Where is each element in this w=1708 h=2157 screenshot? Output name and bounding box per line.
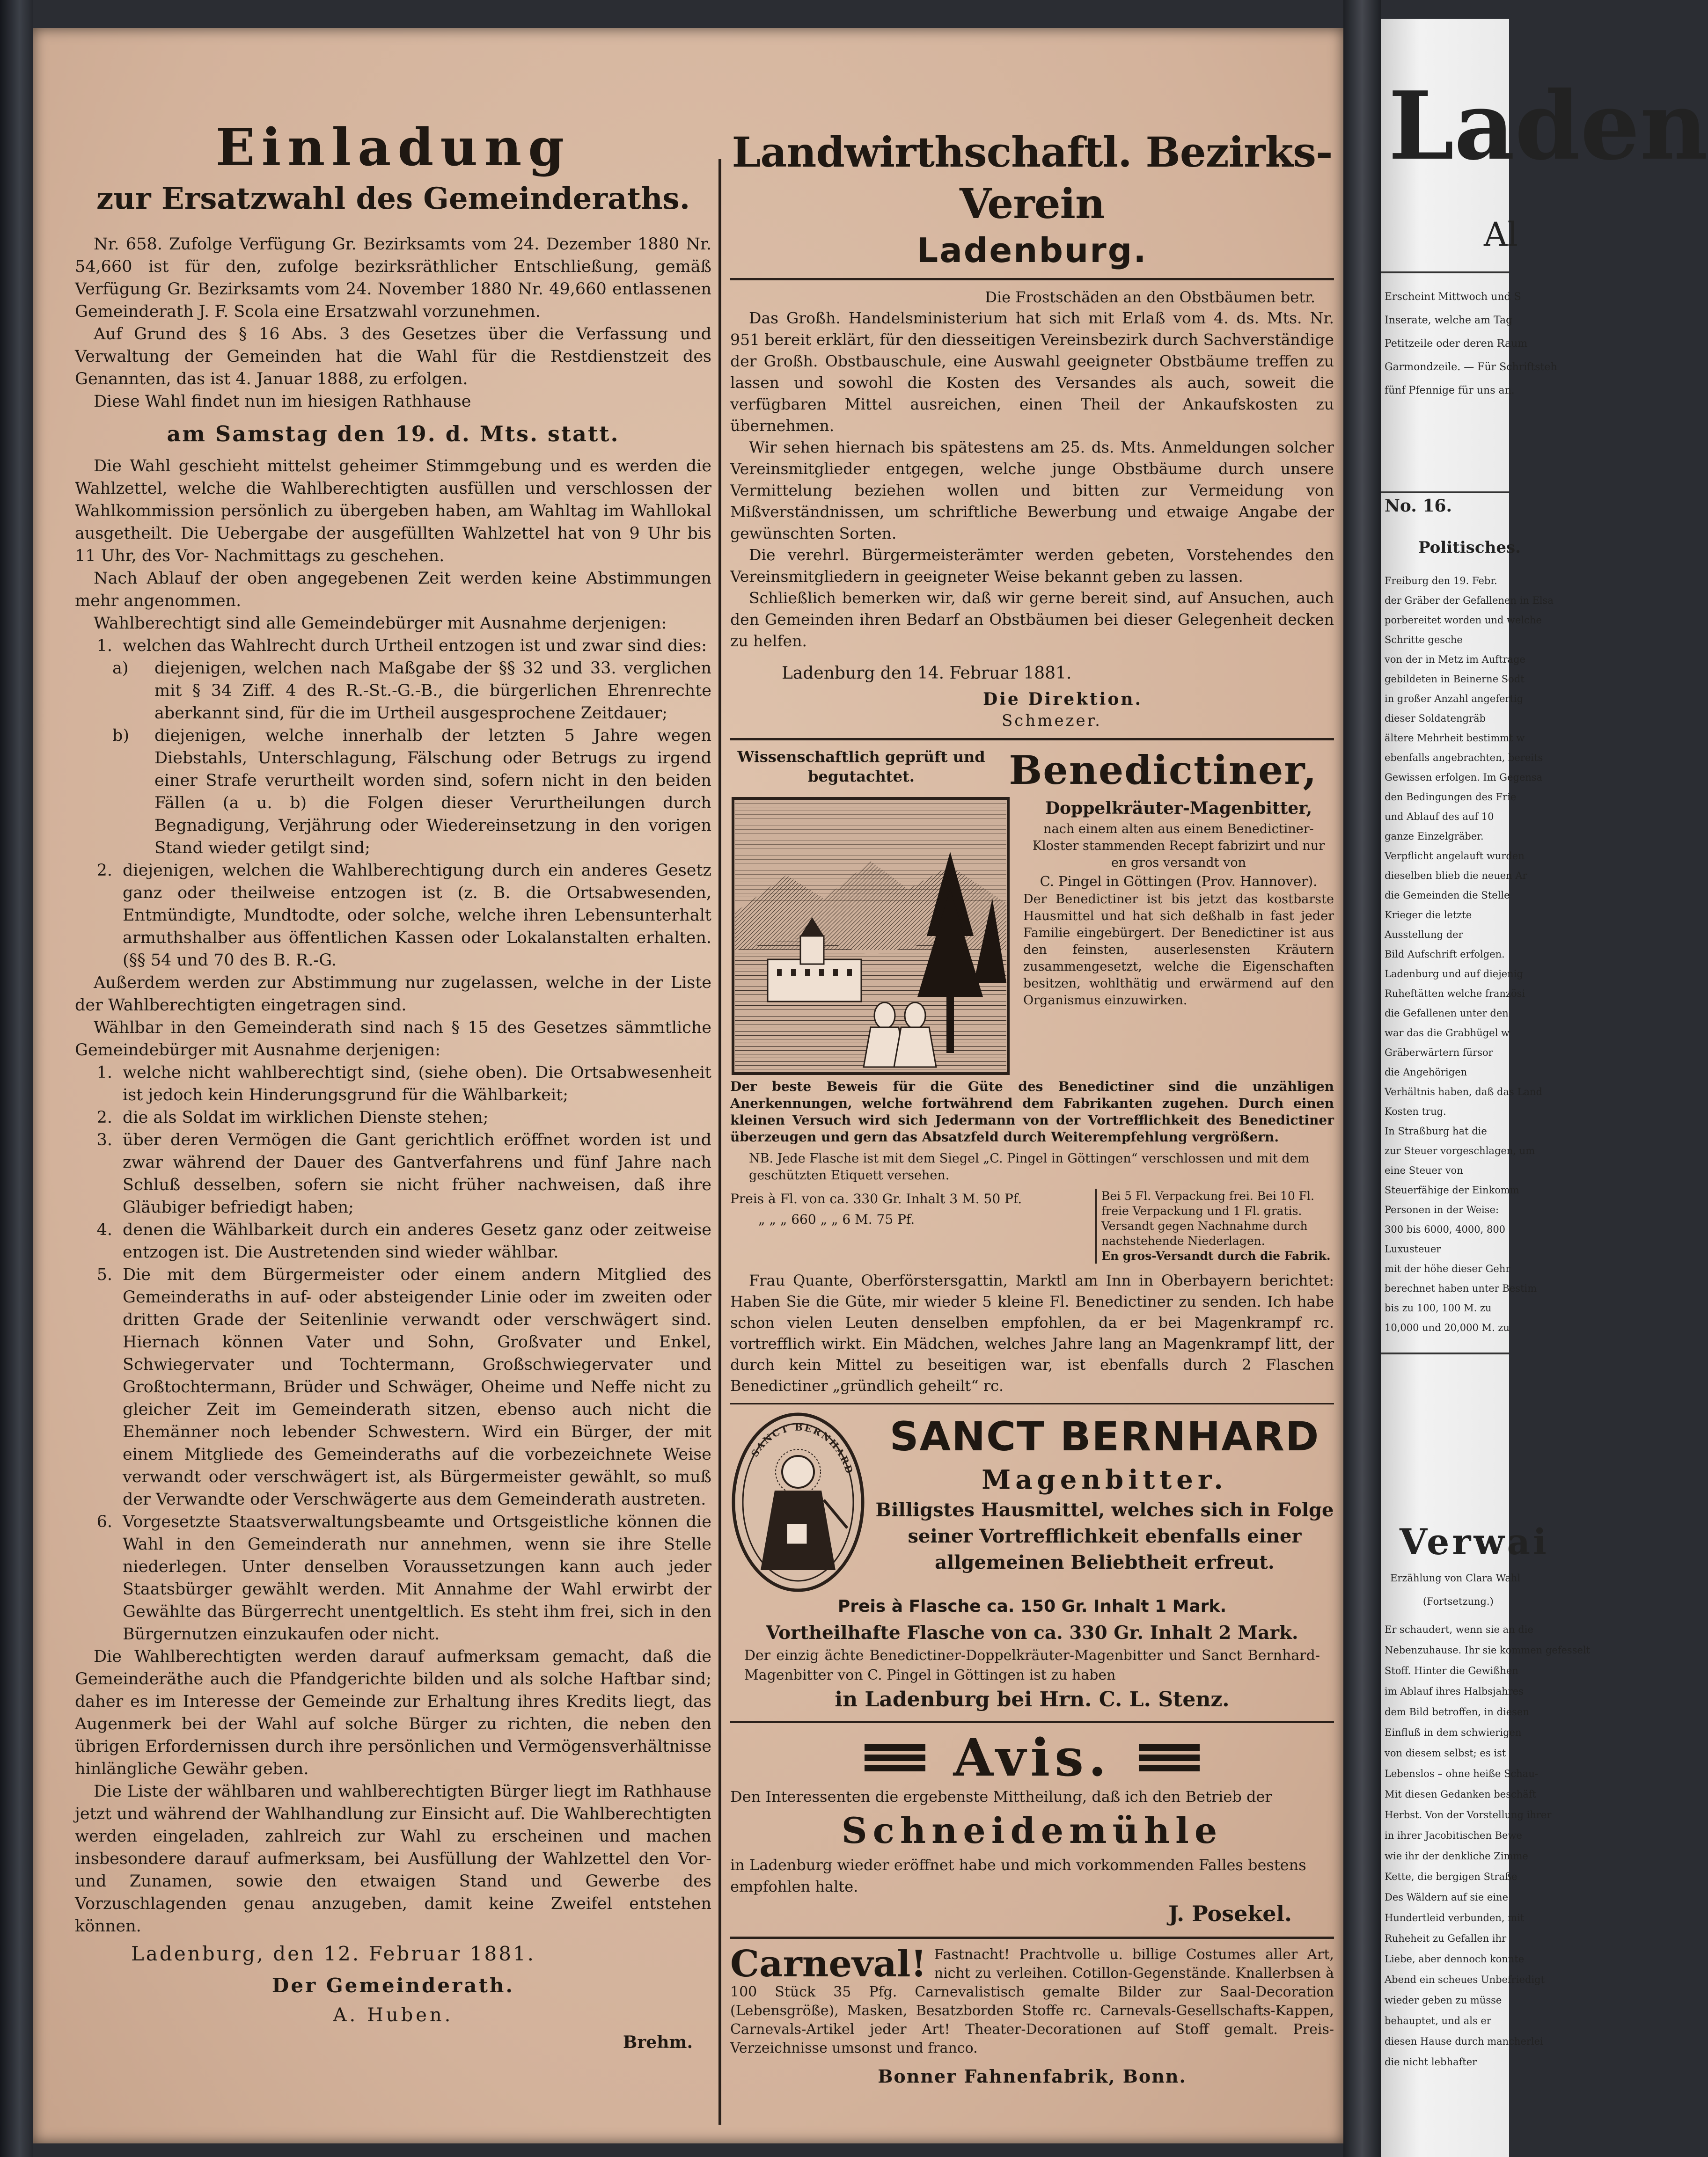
list-item	[75, 859, 711, 972]
news-line: von der in Metz im Auftrage	[1385, 654, 1525, 665]
novel-line: wieder geben zu müsse	[1385, 1995, 1502, 2006]
benedictiner-maker: C. Pingel in Göttingen (Prov. Hannover).	[1040, 873, 1318, 889]
news-line: die Gefallenen unter den	[1385, 1008, 1509, 1019]
verein-date: Ladenburg den 14. Februar 1881.	[782, 664, 1072, 683]
benedictiner-ad	[730, 747, 1334, 1397]
book-gutter	[1343, 0, 1381, 2157]
column-divider	[718, 159, 721, 2125]
carneval-text: Fastnacht! Prachtvolle u. billige Costumes aller Art, nicht zu verleihen. Cotillon-Gegenstände. Knallerbsen à 100 Stück 35 Pfg. Carnevalistisch gemalte Bilder zur Saal-Decoration (Lebensgröße), Masken, Besatzborden Stoffe rc. Carnevals-Gesellschafts-Kappen, Carnevals-Artikel jeder Art! Theater-Decorationen auf Stoff gemalt. Preis-Verzeichnisse umsonst und franco.	[730, 1946, 1334, 2056]
news-line: Luxusteuer	[1385, 1243, 1441, 1255]
novel-line: Mit diesen Gedanken beschäft	[1385, 1789, 1537, 1800]
novel-line: Ruheheit zu Gefallen ihr	[1385, 1933, 1507, 1944]
list-text: diejenigen, welchen die Wahlberechtigung durch ein anderes Gesetz ganz oder theilweise entzogen ist (z. B. die Ortsabwesenden, Entmündigte, Mundtodte, oder solche, welche ihren Lebensunterhalt armuthshalber aus öffentlichen Kassen oder Lokalanstalten erhalten. (§§ 54 und 70 des B. R.-G.	[123, 861, 711, 970]
benedictiner-desc: Der Benedictiner ist bis jetzt das kostbarste Hausmittel und hat sich deßhalb in fast jeder Familie eingebürgert. Der Benedictiner ist aus den feinsten, auserlesensten Kräutern zusammengesetzt, welche die Eigenschaften besitzen, wohlthätig und erwärmend auf den Organismus einzuwirken.	[1023, 892, 1334, 1008]
verein-para: Wir sehen hiernach bis spätestens am 25. ds. Mts. Anmeldungen solcher Vereinsmitglieder entgegen, welche junge Obstbäume durch unsere Vermittelung beziehen wollen und bitten zur Vermeidung von Mißverständnissen, um schriftliche Bewerbung und etwaige Angabe der gewünschten Sorten.	[730, 438, 1334, 542]
divider	[1381, 1353, 1509, 1354]
verein-para: Schließlich bemerken wir, daß wir gerne bereit sind, auf Ansuchen, auch den Gemeinden ihren Bedarf an Obstbäumen bei dieser Gelegenheit decken zu helfen.	[730, 589, 1334, 650]
bernhard-price: Preis à Flasche ca. 150 Gr. Inhalt 1 Mark.	[837, 1597, 1227, 1616]
novel-line: behauptet, und als er	[1385, 2015, 1491, 2026]
novel-author: Erzählung von Clara Wahl	[1390, 1572, 1521, 1584]
closing-para: Die Liste der wählbaren und wahlberechtigten Bürger liegt im Rathhause jetzt und während der Wahlhandlung zur Einsicht auf. Die Wahlberechtigten werden eingeladen, zahlreich zur Wahl zu erscheinen und machen insbesondere darauf aufmerksam, bei Ausfüllung der Wahlzettel den Vor- und Zunamen, sowie den etwaigen Stand und Gewerbe des Vorzuschlagenden genau anzugeben, damit keine Zweifel entstehen können.	[75, 1782, 711, 1936]
section-title: Politisches.	[1418, 538, 1521, 557]
sub-list-item	[112, 724, 711, 859]
divider	[730, 1937, 1334, 1939]
notice-title: Einladung	[215, 117, 571, 177]
bernhard-seal	[730, 1411, 866, 1594]
excluded-list	[75, 635, 711, 972]
news-line: Krieger die letzte	[1385, 909, 1472, 921]
news-line: 300 bis 6000, 4000, 800	[1385, 1224, 1506, 1235]
place-date: Ladenburg, den 12. Februar 1881.	[131, 1942, 536, 1965]
avis-bars-left	[865, 1740, 925, 1775]
novel-line: Hundertleid verbunden, mit	[1385, 1912, 1525, 1923]
book-spine-left	[0, 0, 33, 2157]
news-line: die Gemeinden die Stelle	[1385, 890, 1510, 901]
news-column	[1385, 571, 1554, 1338]
verein-notice	[730, 126, 1334, 731]
issue-number: No. 16.	[1385, 496, 1452, 516]
newspaper-page	[33, 28, 1343, 2143]
news-line: Ausstellung der	[1385, 929, 1463, 940]
list-text: die als Soldat im wirklichen Dienste stehen;	[123, 1108, 489, 1127]
authority: Der Gemeinderath.	[271, 1974, 515, 1997]
benedictiner-origin: nach einem alten aus einem Benedictiner-Kloster stammenden Recept fabrizirt und nur en gros versandt von	[1032, 822, 1325, 870]
novel-line: Er schaudert, wenn sie an die	[1385, 1624, 1533, 1635]
price-line: „ „ „ 660 „ „ 6 M. 75 Pf.	[758, 1212, 915, 1227]
news-line: Ladenburg und auf diejenig	[1385, 968, 1523, 980]
info-line: fünf Pfennige für uns an.	[1385, 385, 1515, 396]
mid-para: Wählbar in den Gemeinderath sind nach § 15 des Gesetzes sämmtliche Gemeindebürger mit Ausnahme derjenigen:	[75, 1018, 711, 1060]
avis-business: Schneidemühle	[841, 1810, 1223, 1851]
intro-para: Diese Wahl findet nun im hiesigen Rathhause	[94, 392, 471, 411]
novel-continuation: (Fortsetzung.)	[1423, 1596, 1494, 1607]
list-item	[75, 1219, 711, 1264]
price-line: Preis à Fl. von ca. 330 Gr. Inhalt 3 M. 50 Pf.	[730, 1191, 1022, 1206]
news-line: Gräberwärtern fürsor	[1385, 1047, 1493, 1058]
divider	[1381, 271, 1509, 273]
not-eligible-list	[75, 1061, 711, 1645]
info-line: Garmondzeile. — Für Schriftsteh	[1385, 361, 1557, 373]
novel-line: Kette, die bergigen Straße	[1385, 1871, 1517, 1882]
verein-para: Die verehrl. Bürgermeisterämter werden gebeten, Vorstehendes den Vereinsmitgliedern in geeigneter Weise bekannt geben zu lassen.	[730, 546, 1334, 585]
list-text: welche nicht wahlberechtigt sind, (siehe oben). Die Ortsabwesenheit ist jedoch kein Hinderungsgrund für die Wählbarkeit;	[123, 1063, 711, 1104]
bernhard-text	[866, 1411, 1334, 1594]
verein-title: Landwirthschaftl. Bezirks-Verein	[732, 128, 1333, 228]
news-line: gebildeten in Beinerne Sodt	[1385, 673, 1525, 685]
benedictiner-note: NB. Jede Flasche ist mit dem Siegel „C. Pingel in Göttingen“ verschlossen und mit dem geschützten Etiquett versehen.	[749, 1151, 1310, 1183]
notice-subtitle: zur Ersatzwahl des Gemeinderaths.	[96, 181, 690, 216]
news-line: mit der höhe dieser Gehr	[1385, 1263, 1510, 1274]
list-number: 4.	[96, 1221, 112, 1239]
news-line: zur Steuer vorgeschlagen, um	[1385, 1145, 1535, 1156]
procedure-para: Wahlberechtigt sind alle Gemeindebürger mit Ausnahme derjenigen:	[94, 614, 667, 633]
list-number: 2.	[96, 1108, 112, 1127]
novel-line: Nebenzuhause. Ihr sie kommen gefesselt	[1385, 1645, 1591, 1656]
novel-line: Abend ein scheues Unbefriedigt	[1385, 1974, 1545, 1985]
divider	[730, 1721, 1334, 1723]
news-line: Kosten trug.	[1385, 1106, 1446, 1117]
sub-list-text: diejenigen, welche innerhalb der letzten 5 Jahre wegen Diebstahls, Unterschlagung, Fälschung oder Betrugs zu irgend einer Strafe verurtheilt worden sind, sofern nicht in den beiden Fällen (a u. b) die Folgen dieser Verurtheilungen durch Begnadigung, Verjährung oder Wiedereinsetzung in den vorigen Stand wieder getilgt sind;	[154, 726, 711, 857]
list-number: 5.	[96, 1265, 112, 1284]
novel-line: Herbst. Von der Vorstellung ihrer	[1385, 1809, 1552, 1821]
bernhard-claim: Billigstes Hausmittel, welches sich in Folge seiner Vortrefflichkeit ebenfalls einer allgemeinen Beliebtheit erfreut.	[875, 1499, 1334, 1573]
news-line: dieselben blieb die neuen Ar	[1385, 870, 1527, 881]
benedictiner-proof: Der beste Beweis für die Güte des Benedictiner sind die unzähligen Anerkennungen, welche fortwährend dem Fabrikanten zugehen. Durch einen kleinen Versuch wird sich Jedermann von der Vortrefflichkeit des Benedictiner überzeugen und gern das Absatzfeld durch Weiterempfehlung vergrößern.	[730, 1079, 1334, 1145]
news-line: 10,000 und 20,000 M. zu	[1385, 1322, 1510, 1333]
signer: A. Huben.	[333, 2004, 454, 2026]
list-number: 3.	[96, 1131, 112, 1149]
seal-text: SANCT BERNHARD	[748, 1421, 856, 1476]
news-line: ganze Einzelgräber.	[1385, 831, 1484, 842]
benedictiner-text	[1011, 796, 1334, 1076]
avis-text: Den Interessenten die ergebenste Mittheilung, daß ich den Betrieb der	[730, 1788, 1272, 1806]
verein-para: Das Großh. Handelsministerium hat sich mit Erlaß vom 4. ds. Mts. Nr. 951 bereit erklärt, für den diesseitigen Vereinsbezirk durch Sachverständige der Großh. Obstbauschule, eine Auswahl geeigneter Obstbäume treffen zu lassen und sowohl die Kosten des Versandes als auch, soweit die verfügbaren Mittel ausreichen, einen Theil der Ankaufskosten zu übernehmen.	[730, 309, 1334, 435]
bernhard-sub: Magenbitter.	[982, 1464, 1228, 1495]
notice-mid	[75, 972, 711, 1061]
divider	[1381, 491, 1509, 493]
avis-bars-right	[1139, 1740, 1200, 1775]
sub-list-mark: b)	[112, 726, 130, 745]
carneval-firm: Bonner Fahnenfabrik, Bonn.	[878, 2066, 1187, 2087]
verein-signer: Schmezer.	[1002, 711, 1102, 730]
list-item	[75, 1264, 711, 1511]
list-item	[75, 1511, 711, 1645]
notice-procedure	[75, 455, 711, 635]
news-line: porbereitet worden und welche	[1385, 614, 1542, 626]
saint-bernhard-medallion	[730, 1411, 866, 1594]
list-text: denen die Wählbarkeit durch ein anderes Gesetz ganz oder zeitweise entzogen ist. Die Austretenden sind wieder wählbar.	[123, 1221, 711, 1262]
novel-title: Verwai	[1400, 1521, 1549, 1563]
list-number: 6.	[96, 1513, 112, 1531]
novel-line: Lebenslos – ohne heiße Schau-	[1385, 1768, 1538, 1779]
list-item	[75, 1106, 711, 1129]
news-line: Steuerfähige der Einkomm	[1385, 1185, 1519, 1196]
sub-list-mark: a)	[112, 659, 129, 678]
verein-town: Ladenburg.	[916, 231, 1148, 270]
election-notice	[75, 117, 711, 2055]
news-line: berechnet haben unter Bestim	[1385, 1283, 1537, 1294]
shipping-terms: Bei 5 Fl. Verpackung frei. Bei 10 Fl. freie Verpackung und 1 Fl. gratis. Versandt gegen Nachnahme durch nachstehende Niederlagen.	[1101, 1189, 1314, 1248]
mid-para: Außerdem werden zur Abstimmung nur zugelassen, welche in der Liste der Wahlberechtigten eingetragen sind.	[75, 973, 711, 1015]
list-text: über deren Vermögen die Gant gerichtlich eröffnet worden ist und zwar während der Dauer des Gantverfahrens und fünf Jahre nach Schluß desselben, sofern sie nicht früher nachweisen, daß ihre Gläubiger befriedigt haben;	[123, 1131, 711, 1217]
masthead-sub: Al	[1484, 215, 1518, 254]
novel-line: diesen Hause durch mancherlei	[1385, 2036, 1543, 2047]
news-line: dieser Soldatengräb	[1385, 713, 1486, 724]
carneval-title: Carneval!	[730, 1943, 927, 1985]
divider	[730, 278, 1334, 280]
list-item	[75, 1129, 711, 1219]
info-line: Petitzeile oder deren Raum	[1385, 338, 1528, 350]
list-text: Die mit dem Bürgermeister oder einem andern Mitglied des Gemeinderaths in auf- oder absteigender Linie oder im zweiten oder dritten Grade der Seitenlinie verwandt oder verschwägert sind. Hiernach können Vater und Sohn, Großvater und Enkel, Schwiegervater und Tochtermann, Großschwiegervater und Großtochtermann, Brüder und Schwäger, Oheime und Neffe nicht zu gleicher Zeit im Gemeinderath sitzen, ebenso auch nicht die Ehemänner noch lebender Schwestern. Wird ein Bürger, der mit einem Mitgliede des Gemeinderaths auf die vorbezeichnete Weise verwandt oder verschwägert ist, als Bürgermeister gewählt, so muß der Verwandte oder Verschwägerte aus dem Gemeinderath austreten.	[123, 1265, 711, 1509]
avis-signer: J. Posekel.	[1168, 1901, 1292, 1926]
news-line: der Gräber der Gefallenen in Elsa	[1385, 595, 1554, 606]
clerk: Brehm.	[623, 2033, 693, 2052]
intro-para: Nr. 658. Zufolge Verfügung Gr. Bezirksamts vom 24. Dezember 1880 Nr. 54,660 ist für den, zufolge bezirksräthlicher Entschließung, gemäß Verfügung Gr. Bezirksamts vom 24. November 1880 Nr. 49,660 entlassenen Gemeinderath J. F. Scola eine Ersatzwahl vorzunehmen.	[75, 235, 711, 321]
benedictiner-brand: Benedictiner,	[1009, 747, 1318, 793]
novel-line: Einfluß in dem schwierigen	[1385, 1727, 1522, 1738]
novel-line: die nicht lebhafter	[1385, 2056, 1477, 2068]
news-line: Bild Aufschrift erfolgen.	[1385, 949, 1505, 960]
news-line: in großer Anzahl angefertig	[1385, 693, 1524, 704]
news-line: Verpflicht angelauft wurden	[1385, 850, 1525, 862]
masthead: Laden	[1388, 71, 1708, 181]
news-line: eine Steuer von	[1385, 1165, 1463, 1176]
intro-para: Auf Grund des § 16 Abs. 3 des Gesetzes über die Verfassung und Verwaltung der Gemeinden hat die Wahl für die Restdienstzeit des Genannten, das ist 4. Januar 1888, zu erfolgen.	[75, 325, 711, 388]
news-line: ältere Mehrheit bestimmt w	[1385, 732, 1525, 744]
bernhard-title: SANCT BERNHARD	[889, 1413, 1320, 1460]
bernhard-dealer: Der einzig ächte Benedictiner-Doppelkräuter-Magenbitter und Sanct Bernhard-Magenbitter von C. Pingel in Göttingen ist zu haben	[744, 1647, 1320, 1683]
news-line: war das die Grabhügel w	[1385, 1027, 1510, 1038]
masthead-info	[1385, 285, 1557, 402]
right-column	[730, 126, 1334, 2091]
divider	[730, 1403, 1334, 1404]
bernhard-ad	[730, 1411, 1334, 1714]
news-line: Freiburg den 19. Febr.	[1385, 575, 1497, 586]
novel-line: dem Bild betroffen, in diesen	[1385, 1706, 1529, 1718]
bernhard-local: in Ladenburg bei Hrn. C. L. Stenz.	[835, 1688, 1230, 1711]
monastery-illustration	[730, 796, 1011, 1076]
avis-title: Avis.	[953, 1727, 1111, 1788]
carneval-ad	[730, 1945, 1334, 2091]
list-text: welchen das Wahlrecht durch Urtheil entzogen ist und zwar sind dies:	[123, 636, 707, 655]
novel-text	[1385, 1619, 1591, 2072]
novel-line: Liebe, aber dennoch konnte	[1385, 1953, 1525, 1965]
info-line: Inserate, welche am Tag	[1385, 314, 1513, 326]
verein-subject: Die Frostschäden an den Obstbäumen betr.	[985, 288, 1315, 306]
list-item	[75, 1061, 711, 1106]
avis-ad	[730, 1727, 1334, 1930]
verein-authority: Die Direktion.	[983, 689, 1143, 709]
news-line: und Ablauf des auf 10	[1385, 811, 1494, 822]
closing-para: Die Wahlberechtigten werden darauf aufmerksam gemacht, daß die Gemeinderäthe auch die Pfandgerichte bilden und als solche Haftbar sind; daher es im Interesse der Gemeinde zur Erhaltung ihres Kredits liegt, das Augenmerk bei der Wahl auf solche Bürger zu richten, die neben den übrigen Erfordernissen durch ihre persönlichen und Vermögensverhältnisse hinlängliche Gewähr geben.	[75, 1647, 711, 1778]
election-date: am Samstag den 19. d. Mts. statt.	[167, 421, 620, 446]
news-line: Verhältnis haben, daß das Land	[1385, 1086, 1542, 1097]
avis-text2: in Ladenburg wieder eröffnet habe und mich vorkommenden Falles bestens empfohlen halte.	[730, 1856, 1306, 1895]
notice-closing	[75, 1645, 711, 1938]
sub-list-text: diejenigen, welchen nach Maßgabe der §§ 32 und 33. verglichen mit § 34 Ziff. 4 des R.-St.-G.-B., die bürgerlichen Ehrenrechte aberkannt sind, für die im Urtheil ausgesprochene Zeitdauer;	[154, 659, 711, 723]
news-line: bis zu 100, 100 M. zu	[1385, 1302, 1492, 1314]
list-number: 1.	[96, 636, 112, 655]
procedure-para: Die Wahl geschieht mittelst geheimer Stimmgebung und es werden die Wahlzettel, welche die Wahlberechtigten ausfüllen und verschlossen der Wahlkommission persönlich zu übergeben haben, am Wahltag im Wahllokal ausgetheilt. Die Uebergabe der ausgefüllten Wahlzettel hat von 9 Uhr bis 11 Uhr, des Vor- Nachmittags zu geschehen.	[75, 457, 711, 565]
news-line: Schritte gesche	[1385, 634, 1463, 645]
list-text: Vorgesetzte Staatsverwaltungsbeamte und Ortsgeistliche können die Wahl in den Gemeinderath nur annehmen, wenn sie ihre Stelle niederlegen. Unter denselben Voraussetzungen kann auch jeder Staatsbürger gewählt werden. Mit Annahme der Wahl erwirbt der Gewählte das Bürgerrecht unentgeltlich. Es steht ihm frei, sich in den Bürgernutzen einzukaufen oder nicht.	[123, 1513, 711, 1644]
sub-list-item	[112, 657, 711, 724]
adjacent-page	[1381, 19, 1708, 2157]
news-line: In Straßburg hat die	[1385, 1126, 1487, 1137]
divider	[730, 738, 1334, 740]
list-number: 1.	[96, 1063, 112, 1082]
novel-line: wie ihr der denkliche Zimme	[1385, 1850, 1528, 1862]
benedictiner-tag: Wissenschaftlich geprüft und begutachtet.	[737, 748, 985, 785]
novel-line: von diesem selbst; es ist	[1385, 1748, 1506, 1759]
list-number: 2.	[96, 861, 112, 880]
news-line: den Bedingungen des Frie	[1385, 791, 1517, 803]
list-item	[75, 635, 711, 657]
news-line: ebenfalls angebrachten, bereits	[1385, 752, 1543, 763]
benedictiner-product: Doppelkräuter-Magenbitter,	[1045, 798, 1312, 818]
novel-line: in ihrer Jacobitischen Bewe	[1385, 1830, 1522, 1841]
verein-body	[730, 307, 1334, 652]
novel-line: Des Wäldern auf sie eine	[1385, 1892, 1509, 1903]
notice-intro	[75, 233, 711, 413]
news-line: Gewissen erfolgen. Im Gegensa	[1385, 772, 1543, 783]
info-line: Erscheint Mittwoch und S	[1385, 291, 1521, 303]
monastery-engraving	[730, 796, 1011, 1076]
procedure-para: Nach Ablauf der oben angegebenen Zeit werden keine Abstimmungen mehr angenommen.	[75, 569, 711, 610]
novel-line: im Ablauf ihres Halbsjahres	[1385, 1686, 1524, 1697]
price-table	[730, 1189, 1334, 1264]
testimonial: Frau Quante, Oberförstersgattin, Marktl am Inn in Oberbayern berichtet: Haben Sie die Güte, mir wieder 5 kleine Fl. Benedictiner zu senden. Ich habe schon vielen Leuten denselben empfohlen, da er bei Magenkrampf rc. vortrefflich wirkt. Ein Mädchen, welches Jahre lang an Magenkrampf litt, der durch kein Mittel zu beseitigen war, ist ebenfalls durch 2 Flaschen Benedictiner „gründlich geheilt“ rc.	[730, 1272, 1334, 1395]
novel-line: Stoff. Hinter die Gewißhen	[1385, 1665, 1518, 1676]
news-line: Ruheftätten welche französi	[1385, 988, 1525, 999]
news-line: die Angehörigen	[1385, 1067, 1467, 1078]
engros-line: En gros-Versandt durch die Fabrik.	[1101, 1249, 1331, 1263]
news-line: Personen in der Weise:	[1385, 1204, 1499, 1215]
bernhard-price: Vortheilhafte Flasche von ca. 330 Gr. Inhalt 2 Mark.	[766, 1622, 1298, 1644]
